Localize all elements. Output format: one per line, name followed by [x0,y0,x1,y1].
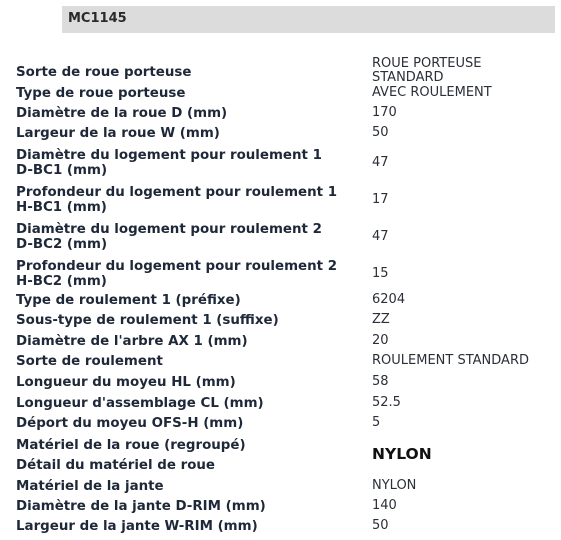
spec-value-line: 58 [372,374,389,389]
spec-value-line: 170 [372,105,397,120]
spec-value-line: AVEC ROULEMENT [372,85,492,100]
spec-value-line: NYLON [372,478,417,493]
spec-label [16,86,366,101]
spec-value [372,519,557,533]
spec-value [372,193,557,207]
spec-label [16,499,366,514]
spec-label [16,222,366,252]
spec-value [372,156,557,170]
spec-label [16,458,366,473]
spec-label-line: Matériel de la roue (regroupé) [16,438,246,453]
spec-value-line: 140 [372,498,397,513]
spec-label-line: Déport du moyeu OFS-H (mm) [16,416,244,431]
product-code-header [62,6,555,33]
spec-value [372,499,557,513]
spec-label [16,396,366,411]
spec-label-line: Sorte de roulement [16,354,163,369]
spec-label-line: Type de roulement 1 (préfixe) [16,293,241,308]
spec-label-line: Largeur de la roue W (mm) [16,126,220,141]
spec-value-line: 15 [372,266,389,281]
spec-label-line: Diamètre du logement pour roulement 1 [16,148,322,163]
spec-label-line: Sous-type de roulement 1 (suffixe) [16,313,279,328]
spec-label-line: Diamètre du logement pour roulement 2 [16,222,322,237]
spec-value [372,396,557,410]
spec-label [16,185,366,215]
spec-value [372,416,557,430]
spec-value-line: 6204 [372,292,406,307]
spec-label [16,519,366,534]
product-code: MC1145 [68,11,127,26]
spec-label [16,293,366,308]
spec-label [16,313,366,328]
spec-label-line: H-BC2 (mm) [16,274,107,289]
spec-label-line: Longueur du moyeu HL (mm) [16,375,236,390]
spec-value [372,126,557,140]
spec-label [16,126,366,141]
spec-label-line: Largeur de la jante W-RIM (mm) [16,519,258,534]
spec-value-line: 17 [372,192,389,207]
spec-label-line: Profondeur du logement pour roulement 2 [16,259,338,274]
spec-label-line: Diamètre de l'arbre AX 1 (mm) [16,334,248,349]
spec-value [372,86,557,100]
spec-label [16,334,366,349]
spec-label [16,416,366,431]
spec-label [16,148,366,178]
spec-value [372,57,557,85]
spec-value-line: 50 [372,518,389,533]
spec-label [16,354,366,369]
spec-label-line: Matériel de la jante [16,479,164,494]
spec-label-line: Diamètre de la roue D (mm) [16,106,228,121]
spec-label [16,65,366,80]
spec-label-line: Sorte de roue porteuse [16,65,192,80]
spec-label-line: Type de roue porteuse [16,86,186,101]
spec-value-line: 20 [372,333,389,348]
spec-label-line: D-BC2 (mm) [16,237,108,252]
spec-value-line: 47 [372,229,389,244]
spec-label [16,479,366,494]
spec-value [372,354,557,368]
spec-label-line: Longueur d'assemblage CL (mm) [16,396,264,411]
spec-label [16,106,366,121]
spec-value-line: 50 [372,125,389,140]
spec-value [372,267,557,281]
spec-value [372,375,557,389]
wheel-material-value: NYLON [372,445,432,463]
spec-value-line: 52.5 [372,395,401,410]
spec-value [372,313,557,327]
spec-value [372,293,557,307]
spec-value [372,334,557,348]
spec-label-line: Profondeur du logement pour roulement 1 [16,185,338,200]
spec-label-line: Détail du matériel de roue [16,458,216,473]
spec-label [16,438,366,453]
spec-label-line: H-BC1 (mm) [16,200,107,215]
spec-value-line: ROULEMENT STANDARD [372,353,529,368]
spec-value [372,106,557,120]
spec-label-line: D-BC1 (mm) [16,163,108,178]
spec-value-line: STANDARD [372,70,444,85]
spec-value [372,479,557,493]
spec-label [16,375,366,390]
spec-value-line: 5 [372,415,381,430]
spec-value-line: ZZ [372,312,390,327]
spec-label [16,259,366,289]
spec-value [372,230,557,244]
spec-value-line: ROUE PORTEUSE [372,56,482,71]
spec-label-line: Diamètre de la jante D-RIM (mm) [16,499,266,514]
spec-value-line: 47 [372,155,389,170]
